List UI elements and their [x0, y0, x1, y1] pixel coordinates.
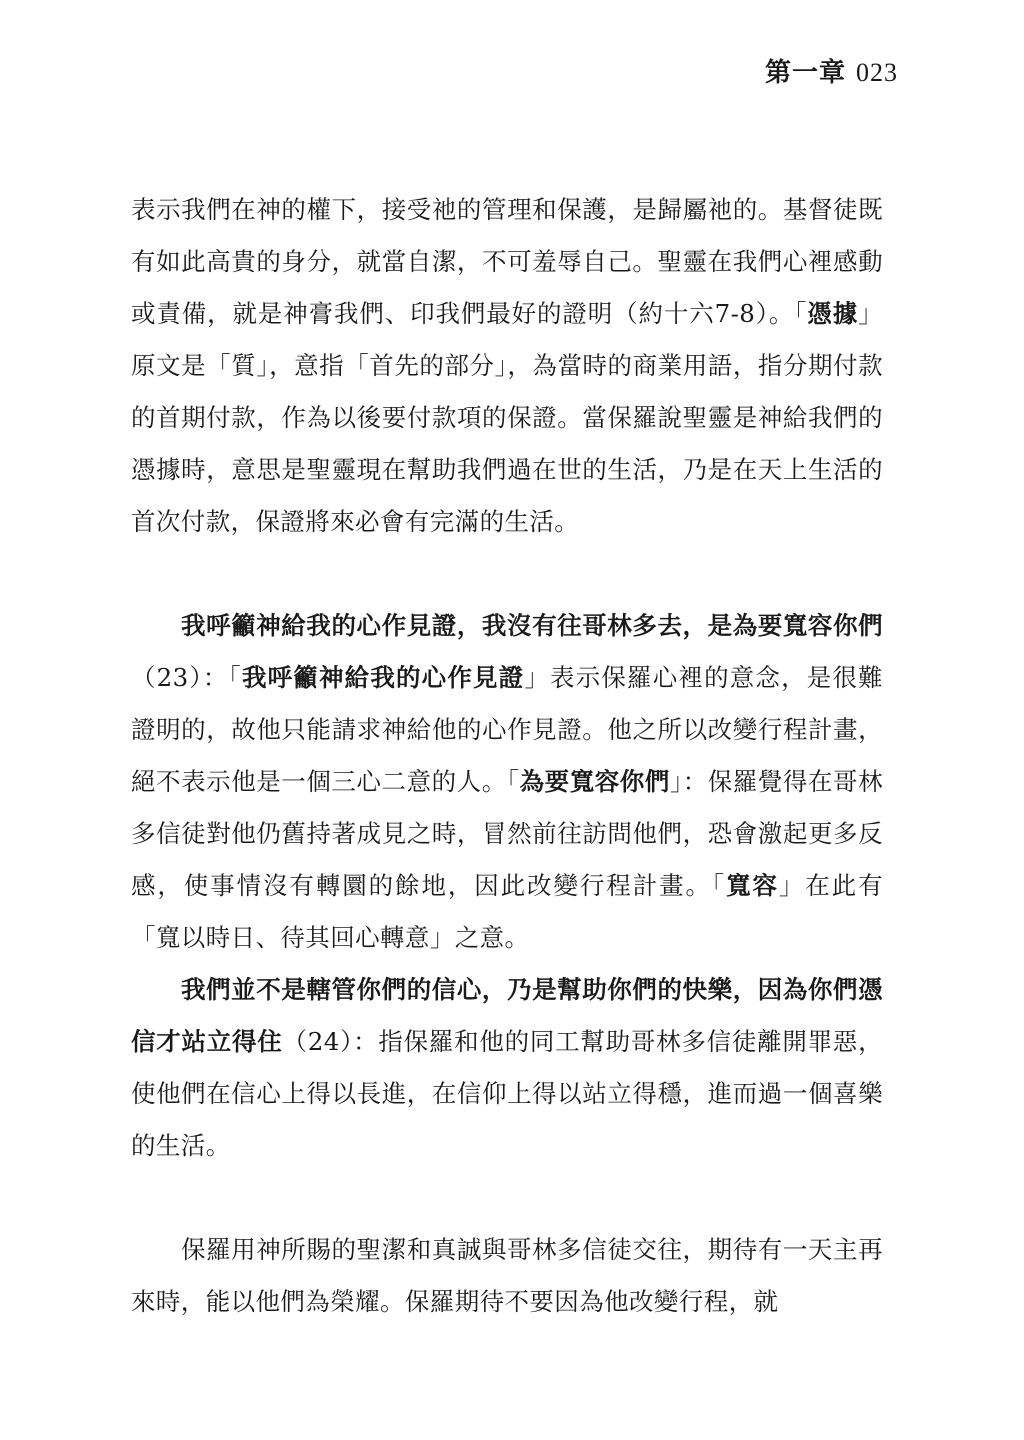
text-run: 」在此有「寬以時日、待其回心轉意」之意。 [131, 871, 883, 952]
paragraph-4 [131, 1224, 883, 1328]
text-run: 徒既有如此高貴的身分，就當自潔，不可羞辱自己。聖靈在我們 [131, 195, 883, 276]
text-run: 保羅用神所賜的聖潔和真誠與哥林多信徒交往，期待有一天 [181, 1235, 834, 1264]
text-run: （24）：指保羅和他的同工幫助哥林多信徒離 [282, 1027, 783, 1056]
bold-text: 為要寬容你們 [519, 767, 670, 796]
bold-text: 憑據 [807, 299, 859, 328]
text-run: 」： [669, 767, 708, 796]
paragraph-2 [131, 600, 883, 964]
text-run: 是很難證明的，故他只能請求神給他的心作見證。他之所以改變 [131, 663, 884, 744]
paragraph-1 [131, 184, 883, 548]
bold-text: 我們並不是轄管你們的信心，乃是幫助你們的快樂，因為你 [181, 975, 834, 1004]
text-run: 開罪惡，使他們在信心上得以長進，在信仰上得以站立得穩，進 [131, 1027, 883, 1108]
text-run: 的生活，乃是在天上生活的首次付款，保證將來必會有完滿的生 [131, 455, 883, 536]
text-run: 保羅覺得在哥林多信徒對他仍舊持著成見之時，冒然前往訪問他 [131, 767, 883, 848]
text-run: 們，恐會激起更多反感，使事情沒有轉圜的餘地，因此改變行程 [131, 819, 883, 900]
text-run: 行程計畫，絕不表示他是一個三心二意的人。「 [131, 715, 884, 796]
text-run: 用語，指分期付款的首期付款，作為以後要付款項的保證。當保 [131, 351, 884, 432]
text-run: 羅說聖靈是神給我們的憑據時，意思是聖靈現在幫助我們過在世 [131, 403, 884, 484]
bold-text: 你們 [833, 611, 883, 640]
bold-text: 我呼籲神給我的心作見證，我沒有往哥林多去，是為要寬容 [181, 611, 834, 640]
chapter-title: 第一章 [764, 58, 846, 88]
page-number: 023 [856, 58, 898, 87]
bold-text: 我呼籲神給我的心作見證 [241, 663, 525, 692]
page-header [765, 52, 898, 89]
text-run: （23）：「 [131, 663, 242, 692]
bold-text: 寬容 [726, 871, 779, 900]
bold-text: 們憑信才站立得住 [131, 975, 883, 1056]
text-run: 表示我們在神的權下，接受祂的管理和保護，是歸屬祂的。基督 [131, 195, 834, 224]
text-run: 」表示保羅心裡的意念， [524, 663, 807, 692]
text-run: 心裡感動或責備，就是神膏我們、印我們最好的證明（約十六 [131, 247, 883, 328]
text-run: 活。 [529, 507, 580, 536]
text-run: 而過一個喜樂的生活。 [131, 1079, 883, 1160]
text-run: 7-8）。「 [714, 299, 808, 328]
text-run: 」原文是「質」，意指「首先的部分」，為當時的商業 [131, 299, 883, 380]
text-run: 計畫。「 [632, 871, 727, 900]
text-run: 主再來時，能以他們為榮耀。保羅期待不要因為他改變行程，就 [131, 1235, 883, 1316]
paragraph-3 [131, 964, 883, 1172]
